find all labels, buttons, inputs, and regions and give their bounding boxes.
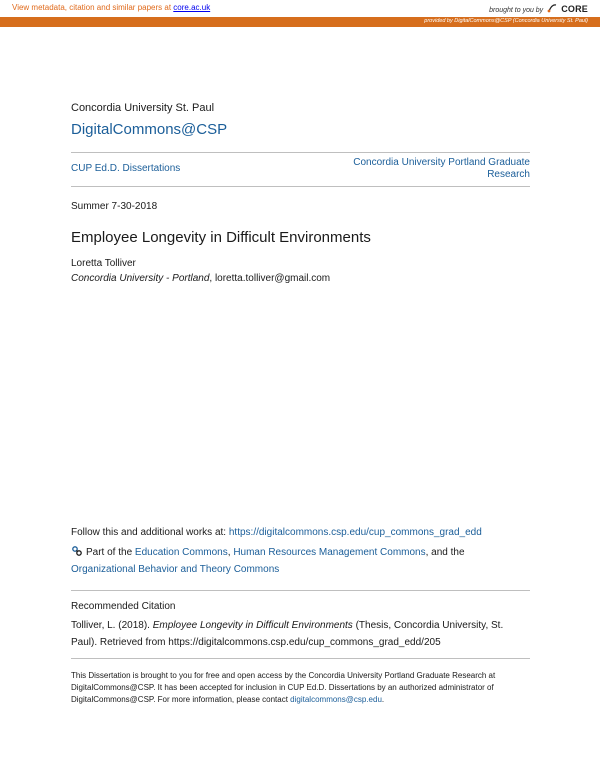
- author-email: , loretta.tolliver@gmail.com: [209, 273, 331, 284]
- access-notice: [71, 670, 533, 706]
- core-ac-uk-link[interactable]: core.ac.uk: [173, 3, 211, 12]
- author-name: Loretta Tolliver: [71, 258, 136, 269]
- notice-end: .: [381, 695, 385, 704]
- citation-prefix: Tolliver, L. (2018).: [71, 620, 153, 631]
- divider-top: [71, 152, 530, 153]
- part-of-sep-2: , and the: [425, 547, 465, 558]
- follow-line: [71, 527, 482, 538]
- education-commons-link[interactable]: Education Commons: [134, 547, 228, 558]
- repository-link[interactable]: DigitalCommons@CSP: [71, 121, 228, 138]
- divider-bottom: [71, 186, 530, 187]
- citation-title: Employee Longevity in Difficult Environments: [152, 620, 353, 631]
- document-title: Employee Longevity in Difficult Environments: [71, 229, 371, 246]
- divider-notice: [71, 658, 530, 659]
- divider-citation: [71, 590, 530, 591]
- institution-name: Concordia University St. Paul: [71, 102, 215, 114]
- hr-management-commons-link[interactable]: Human Resources Management Commons: [233, 547, 426, 558]
- publication-date: Summer 7-30-2018: [71, 201, 158, 212]
- core-metadata-text: View metadata, citation and similar papers at: [12, 3, 174, 12]
- core-provided-text: provided by DigitalCommons@CSP (Concordia University St. Paul): [424, 18, 588, 24]
- part-of-commons: [71, 544, 531, 578]
- core-logo[interactable]: CORE: [561, 4, 588, 14]
- contact-email-link[interactable]: digitalcommons@csp.edu: [290, 695, 382, 704]
- series-link-dissertations[interactable]: CUP Ed.D. Dissertations: [71, 163, 181, 174]
- network-commons-icon: [71, 545, 83, 557]
- affiliation-institution: Concordia University - Portland: [71, 273, 210, 284]
- collection-url-link[interactable]: https://digitalcommons.csp.edu/cup_commons_grad_edd: [228, 527, 482, 538]
- author-affiliation: [71, 273, 330, 284]
- core-metadata-notice: [12, 3, 210, 12]
- citation-text: [71, 617, 531, 651]
- core-provided-bar: [0, 17, 600, 27]
- part-of-sep-1: ,: [227, 547, 234, 558]
- citation-heading: Recommended Citation: [71, 601, 176, 612]
- series-link-graduate-research[interactable]: Concordia University Portland Graduate Research: [353, 157, 530, 180]
- core-banner: [0, 0, 600, 17]
- core-logo-icon: [546, 2, 558, 14]
- follow-text: Follow this and additional works at:: [71, 527, 229, 538]
- citation-suffix: (Thesis, Concordia University, St. Paul). Retrieved from https://digitalcommons.csp.edu/cup_commons_grad_edd/205: [71, 620, 504, 648]
- notice-text: This Dissertation is brought to you for free and open access by the Concordia University Portland Graduate Research at DigitalCommons@CSP. It has been accepted for inclusion in CUP Ed.D. Dissertations by an authorized administrator of DigitalCommons@CSP. For more information, please contact: [71, 671, 496, 704]
- core-brought-text: brought to you by: [489, 7, 544, 14]
- core-brought-by: [489, 2, 588, 14]
- part-of-prefix: Part of the: [86, 547, 135, 558]
- organizational-behavior-commons-link[interactable]: Organizational Behavior and Theory Commons: [71, 564, 280, 575]
